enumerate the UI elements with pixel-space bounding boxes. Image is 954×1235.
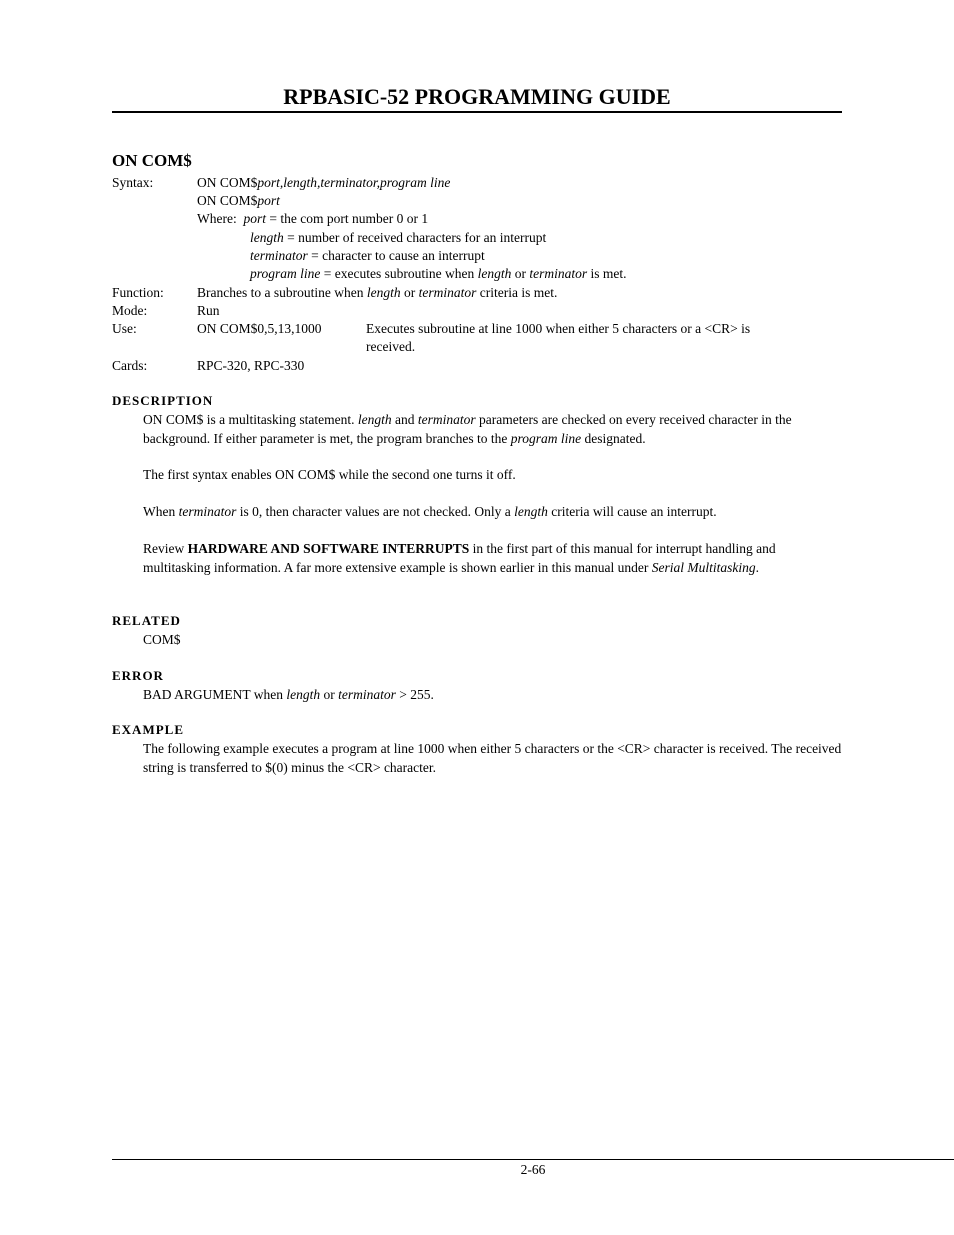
related-value: COM$ bbox=[143, 632, 181, 647]
function-label: Function: bbox=[112, 285, 164, 300]
cards-value: RPC-320, RPC-330 bbox=[197, 358, 305, 373]
description-paragraph-3: When terminator is 0, then character values are not checked. Only a length criteria will cause an interrupt. bbox=[143, 504, 717, 519]
command-title: ON COM$ bbox=[112, 151, 192, 170]
error-text: BAD ARGUMENT when length or terminator > 255. bbox=[143, 687, 434, 702]
error-heading: ERROR bbox=[112, 668, 164, 683]
example-text: The following example executes a program at line 1000 when either 5 characters or the <CR> character is received. The received string is transferred to $(0) minus the <CR> character. bbox=[143, 741, 842, 775]
header-rule bbox=[112, 111, 842, 113]
description-paragraph-2: The first syntax enables ON COM$ while the second one turns it off. bbox=[143, 467, 516, 482]
param-program-line: program line = executes subroutine when length or terminator is met. bbox=[250, 266, 627, 281]
use-code: ON COM$0,5,13,1000 bbox=[197, 321, 322, 336]
use-label: Use: bbox=[112, 321, 137, 336]
param-terminator: terminator = character to cause an interrupt bbox=[250, 248, 485, 263]
function-value: Branches to a subroutine when length or terminator criteria is met. bbox=[197, 285, 558, 300]
syntax-line-1: ON COM$port,length,terminator,program line bbox=[197, 175, 451, 190]
mode-label: Mode: bbox=[112, 303, 148, 318]
page-header-title: RPBASIC-52 PROGRAMMING GUIDE bbox=[283, 84, 671, 109]
page-number: 2-66 bbox=[520, 1162, 546, 1177]
example-heading: EXAMPLE bbox=[112, 722, 184, 737]
param-length: length = number of received characters for an interrupt bbox=[250, 230, 547, 245]
use-desc-line-2: received. bbox=[366, 339, 416, 354]
related-heading: RELATED bbox=[112, 613, 181, 628]
description-heading: DESCRIPTION bbox=[112, 393, 214, 408]
description-paragraph-1: ON COM$ is a multitasking statement. length and terminator parameters are checked on every received character in the background. If either parameter is met, the program branches to the program line designated. bbox=[143, 412, 792, 446]
syntax-label: Syntax: bbox=[112, 175, 154, 190]
use-desc-line-1: Executes subroutine at line 1000 when either 5 characters or a <CR> is bbox=[366, 321, 751, 336]
footer-rule bbox=[112, 1159, 954, 1160]
syntax-line-2: ON COM$port bbox=[197, 193, 280, 208]
where-line: Where: port = the com port number 0 or 1 bbox=[197, 211, 429, 226]
description-paragraph-4: Review HARDWARE AND SOFTWARE INTERRUPTS in the first part of this manual for interrupt handling and multitasking information. A far more extensive example is shown earlier in this manual under Serial Multitasking. bbox=[143, 541, 776, 575]
mode-value: Run bbox=[197, 303, 220, 318]
cards-label: Cards: bbox=[112, 358, 148, 373]
